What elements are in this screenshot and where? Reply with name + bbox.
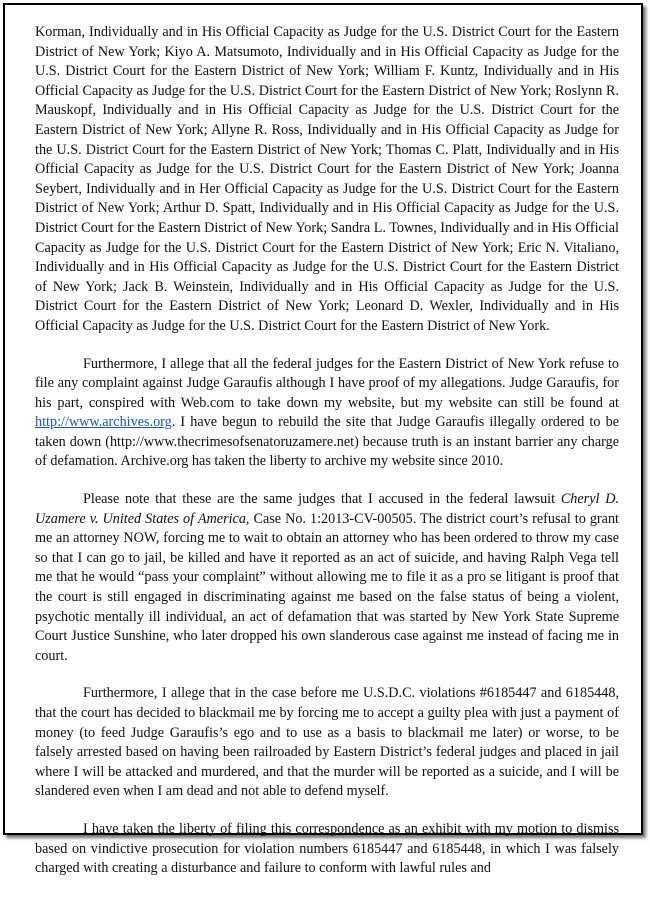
paragraph-refusal-to-file [35, 355, 619, 473]
paragraph-text: Furthermore, I allege that all the federal judges for the Eastern District of New York refuse to file any complaint against Judge Garaufis although I have proof of my allegations. Judge Garaufis, for his part, conspired with Web.com to take down my website, but my website can still be found at [35, 355, 619, 411]
document-page [35, 23, 619, 897]
paragraph-text: Please note that these are the same judges that I accused in the federal lawsuit [83, 491, 561, 508]
paragraph-exhibit-filing: I have taken the liberty of filing this correspondence as an exhibit with my motion to dismiss based on vindictive prosecution for violation numbers 6185447 and 6185448, in which I was falsely charged with creating a disturbance and failure to conform with lawful rules and [35, 820, 619, 877]
paragraph-federal-lawsuit [35, 490, 619, 666]
paragraph-judges-list: Korman, Individually and in His Official Capacity as Judge for the U.S. District Court for the Eastern District of New York; Kiyo A. Matsumoto, Individually and in His Official Capacity as Judge for the U.S. District Court for the Eastern District of New York; William F. Kuntz, Individually and in His Official Capacity as Judge for the U.S. District Court for the Eastern District of New York; Roslynn R. Mauskopf, Individually and in His Official Capacity as Judge for the U.S. District Court for the Eastern District of New York; Allyne R. Ross, Individually and in His Official Capacity as Judge for the U.S. District Court for the Eastern District of New York; Thomas C. Platt, Individually and in His Official Capacity as Judge for the U.S. District Court for the Eastern District of New York; Joanna Seybert, Individually and in Her Official Capacity as Judge for the U.S. District Court for the Eastern District of New York; Arthur D. Spatt, Individually and in His Official Capacity as Judge for the U.S. District Court for the Eastern District of New York; Sandra L. Townes, Individually and in His Official Capacity as Judge for the U.S. District Court for the Eastern District of New York; Eric N. Vitaliano, Individually and in His Official Capacity as Judge for the U.S. District Court for the Eastern District of New York; Jack B. Weinstein, Individually and in His Official Capacity as Judge for the U.S. District Court for the Eastern District of New York; Leonard D. Wexler, Individually and in His Official Capacity as Judge for the U.S. District Court for the Eastern District of New York. [35, 24, 619, 334]
case-title: Cheryl D. Uzamere v. United States of America [35, 491, 619, 527]
document-frame [3, 3, 643, 877]
paragraph-text: , Case No. 1:2013-CV-00505. The district court’s refusal to grant me an attorney NOW, forcing me to wait to obtain an attorney who has been ordered to throw my case so that I can go to jail, be killed and have it reported as an act of suicide, and having Ralph Vega tell me that he would “pass your complaint” without allowing me to file it as a pro se litigant is proof that the court is still engaged in discriminating against me based on the false status of being a violent, psychotic mentally ill individual, an act of defamation that was started by New York State Supreme Court Justice Sunshine, who later dropped his own slanderous case against me instead of facing me in court. [35, 510, 619, 664]
paragraph-blackmail-allegation: Furthermore, I allege that in the case before me U.S.D.C. violations #6185447 and 6185448, that the court has decided to blackmail me by forcing me to accept a guilty plea with just a payment of money (to feed Judge Garaufis’s ego and to use as a basis to blackmail me later) or worse, to be falsely arrested based on having been railroaded by Eastern District’s federal judges and placed in jail where I will be attacked and murdered, and that the murder will be reported as a suicide, and I will be slandered even when I am dead and not able to defend myself. [35, 685, 619, 800]
paragraph-text: . I have begun to rebuild the site that Judge Garaufis illegally ordered to be taken down (http://www.thecrimesofsenatoruzamere.net) because truth is an instant barrier any charge of defamation. Archive.org has taken the liberty to archive my website since 2010. [35, 414, 619, 470]
archive-link[interactable]: http://www.archives.org [35, 414, 172, 431]
